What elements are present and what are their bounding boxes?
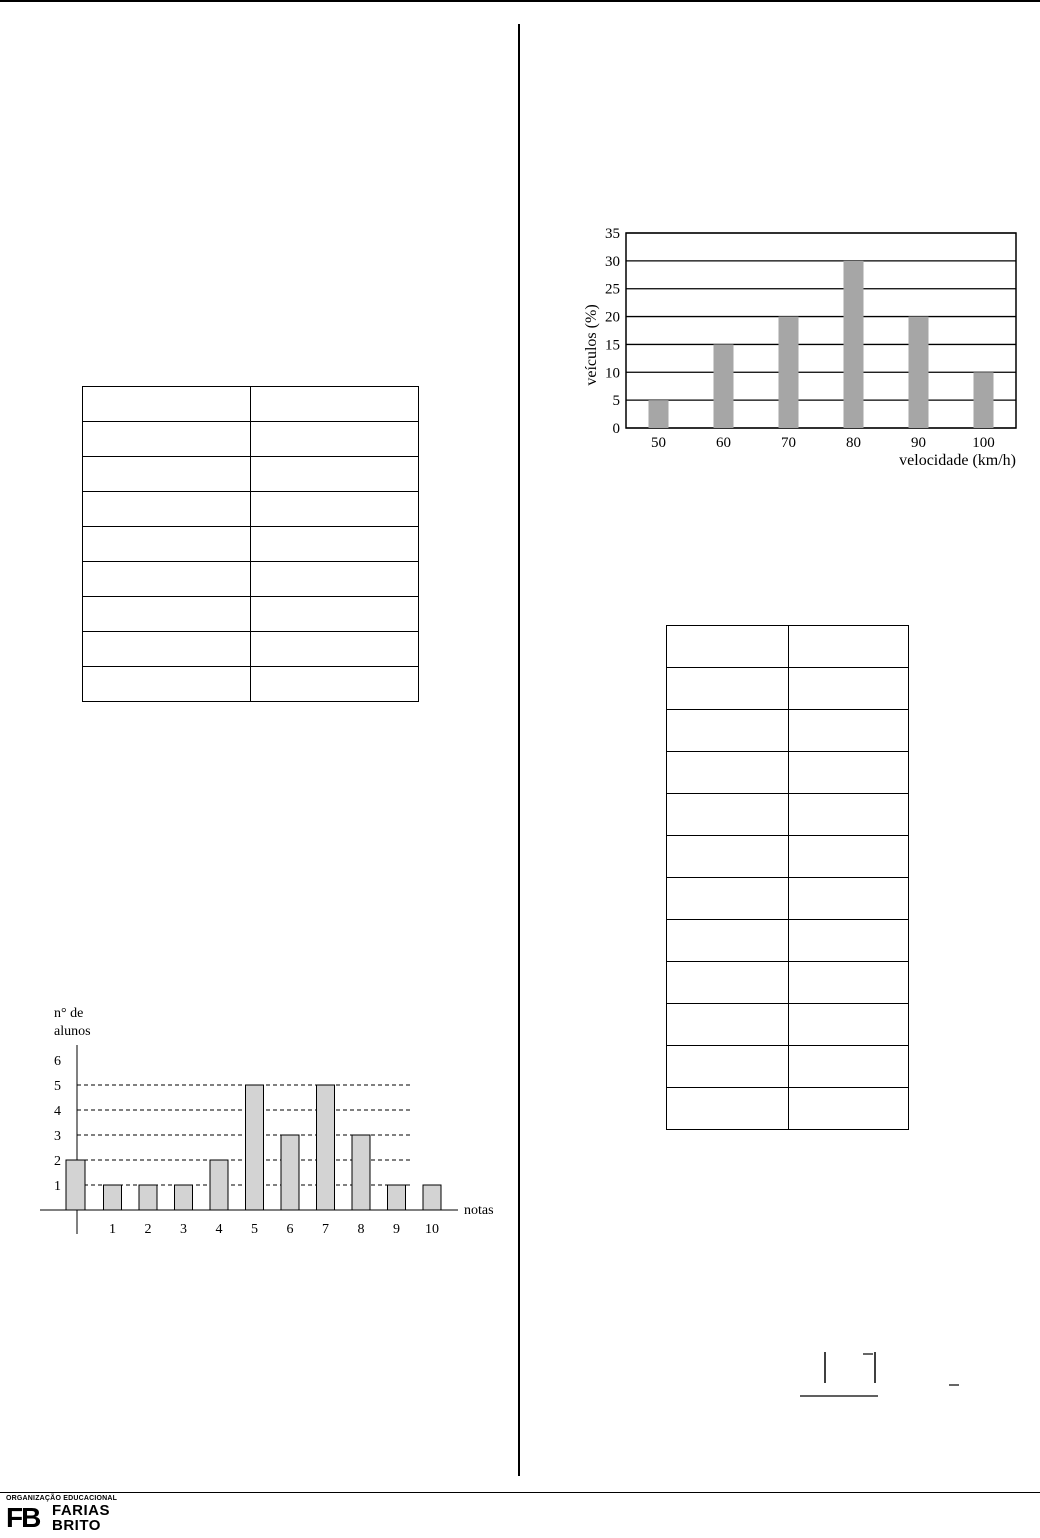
- logo-line2: BRITO: [52, 1517, 101, 1534]
- table-row: [83, 422, 419, 457]
- speed-bar: [779, 317, 799, 428]
- table-cell: [251, 422, 419, 457]
- table-cell: [789, 626, 909, 668]
- table-row: [667, 710, 909, 752]
- grades-xtick-label: 4: [215, 1222, 223, 1237]
- table-row: [83, 387, 419, 422]
- grades-ytick-label: 4: [54, 1104, 61, 1119]
- grades-xtick-label: 10: [425, 1222, 439, 1237]
- table-cell: [83, 527, 251, 562]
- table-cell: [667, 920, 789, 962]
- table-row: [667, 920, 909, 962]
- table-cell: [83, 457, 251, 492]
- table-cell: [667, 878, 789, 920]
- grades-xtick-label: 8: [357, 1222, 365, 1237]
- org-label: ORGANIZAÇÃO EDUCACIONAL: [6, 1495, 118, 1502]
- table-cell: [251, 667, 419, 702]
- grades-ytick-label: 6: [54, 1054, 61, 1069]
- speed-bar-chart: [560, 220, 1030, 480]
- table-cell: [667, 710, 789, 752]
- table-cell: [667, 1004, 789, 1046]
- table-cell: [83, 667, 251, 702]
- table-cell: [789, 752, 909, 794]
- speed-xtick-label: 90: [911, 435, 926, 451]
- table-cell: [789, 920, 909, 962]
- table-row: [83, 492, 419, 527]
- grades-bar: [104, 1185, 122, 1210]
- table-cell: [83, 387, 251, 422]
- table-row: [83, 632, 419, 667]
- grades-xtick-label: 5: [251, 1222, 258, 1237]
- table-cell: [789, 878, 909, 920]
- table-cell: [83, 597, 251, 632]
- speed-bar: [844, 261, 864, 428]
- table-row: [83, 457, 419, 492]
- speed-xtick-label: 80: [846, 435, 861, 451]
- grades-ytick-label: 1: [54, 1179, 61, 1194]
- logo-line1: FARIAS: [52, 1502, 111, 1519]
- table-cell: [83, 422, 251, 457]
- table-row: [83, 597, 419, 632]
- table-cell: [789, 836, 909, 878]
- table-cell: [667, 752, 789, 794]
- table-cell: [667, 668, 789, 710]
- table-cell: [251, 387, 419, 422]
- top-rule: [0, 0, 1040, 2]
- grades-xtick-label: 1: [109, 1222, 116, 1237]
- speed-xtick-label: 100: [972, 435, 995, 451]
- grades-bar: [317, 1085, 335, 1210]
- table-cell: [789, 1004, 909, 1046]
- table-cell: [789, 794, 909, 836]
- table-cell: [667, 962, 789, 1004]
- table-cell: [667, 1088, 789, 1130]
- speed-xtick-label: 70: [781, 435, 796, 451]
- footer-rule: [0, 1492, 1040, 1493]
- speed-ytick-label: 20: [605, 309, 620, 326]
- right-table: [666, 625, 909, 1130]
- table-cell: [251, 632, 419, 667]
- table-row: [667, 962, 909, 1004]
- table-row: [667, 1088, 909, 1130]
- table-cell: [251, 457, 419, 492]
- speed-bar: [974, 372, 994, 428]
- table-cell: [789, 1046, 909, 1088]
- speed-plot-frame: [626, 233, 1016, 428]
- grades-xlabel: notas: [464, 1203, 494, 1218]
- grades-bar-chart: [30, 1000, 510, 1250]
- table-row: [667, 794, 909, 836]
- math-fragment: [795, 1350, 975, 1400]
- logo-mark: FB: [6, 1502, 40, 1533]
- grades-xtick-label: 7: [322, 1222, 329, 1237]
- table-cell: [251, 492, 419, 527]
- speed-ytick-label: 30: [605, 253, 620, 270]
- grades-ylabel-line2: alunos: [54, 1024, 91, 1039]
- table-cell: [789, 962, 909, 1004]
- grades-ytick-label: 2: [54, 1154, 61, 1169]
- table-row: [667, 1046, 909, 1088]
- table-cell: [251, 597, 419, 632]
- grades-xtick-label: 6: [286, 1222, 294, 1237]
- table-row: [667, 752, 909, 794]
- speed-bar: [649, 400, 669, 428]
- grades-bar: [175, 1185, 193, 1210]
- table-row: [83, 667, 419, 702]
- speed-ytick-label: 5: [612, 393, 620, 410]
- speed-ytick-label: 35: [605, 226, 620, 242]
- speed-ylabel: veículos (%): [583, 304, 600, 386]
- table-cell: [789, 1088, 909, 1130]
- grades-bar: [423, 1185, 441, 1210]
- grades-xtick-label: 9: [393, 1222, 400, 1237]
- grades-ytick-label: 5: [54, 1079, 61, 1094]
- grades-bar: [281, 1135, 299, 1210]
- grades-bar: [246, 1085, 264, 1210]
- table-cell: [251, 562, 419, 597]
- grades-ylabel-line1: n° de: [54, 1006, 84, 1021]
- table-cell: [83, 562, 251, 597]
- table-row: [667, 668, 909, 710]
- table-row: [667, 878, 909, 920]
- speed-xlabel: velocidade (km/h): [899, 452, 1016, 469]
- speed-ytick-label: 10: [605, 365, 620, 382]
- table-row: [667, 836, 909, 878]
- table-cell: [83, 492, 251, 527]
- speed-ytick-label: 25: [605, 281, 620, 298]
- logo-text: [52, 1503, 110, 1533]
- table-cell: [667, 1046, 789, 1088]
- grades-bar: [139, 1185, 157, 1210]
- table-cell: [789, 710, 909, 752]
- table-cell: [667, 794, 789, 836]
- table-cell: [251, 527, 419, 562]
- left-table: [82, 386, 419, 702]
- speed-ytick-label: 0: [612, 421, 620, 437]
- table-row: [667, 1004, 909, 1046]
- table-row: [83, 562, 419, 597]
- grades-xtick-label: 3: [180, 1222, 187, 1237]
- table-row: [667, 626, 909, 668]
- speed-bar: [909, 317, 929, 428]
- grades-bar: [66, 1160, 85, 1210]
- table-cell: [667, 836, 789, 878]
- grades-bar: [388, 1185, 406, 1210]
- grades-bar: [352, 1135, 370, 1210]
- grades-bar: [210, 1160, 228, 1210]
- speed-xtick-label: 60: [716, 435, 731, 451]
- grades-ytick-label: 3: [54, 1129, 61, 1144]
- speed-xtick-label: 50: [651, 435, 666, 451]
- grades-xtick-label: 2: [144, 1222, 152, 1237]
- speed-bar: [714, 344, 734, 428]
- table-row: [83, 527, 419, 562]
- table-cell: [83, 632, 251, 667]
- speed-ytick-label: 15: [605, 337, 620, 354]
- table-cell: [667, 626, 789, 668]
- column-divider: [518, 24, 520, 1476]
- table-cell: [789, 668, 909, 710]
